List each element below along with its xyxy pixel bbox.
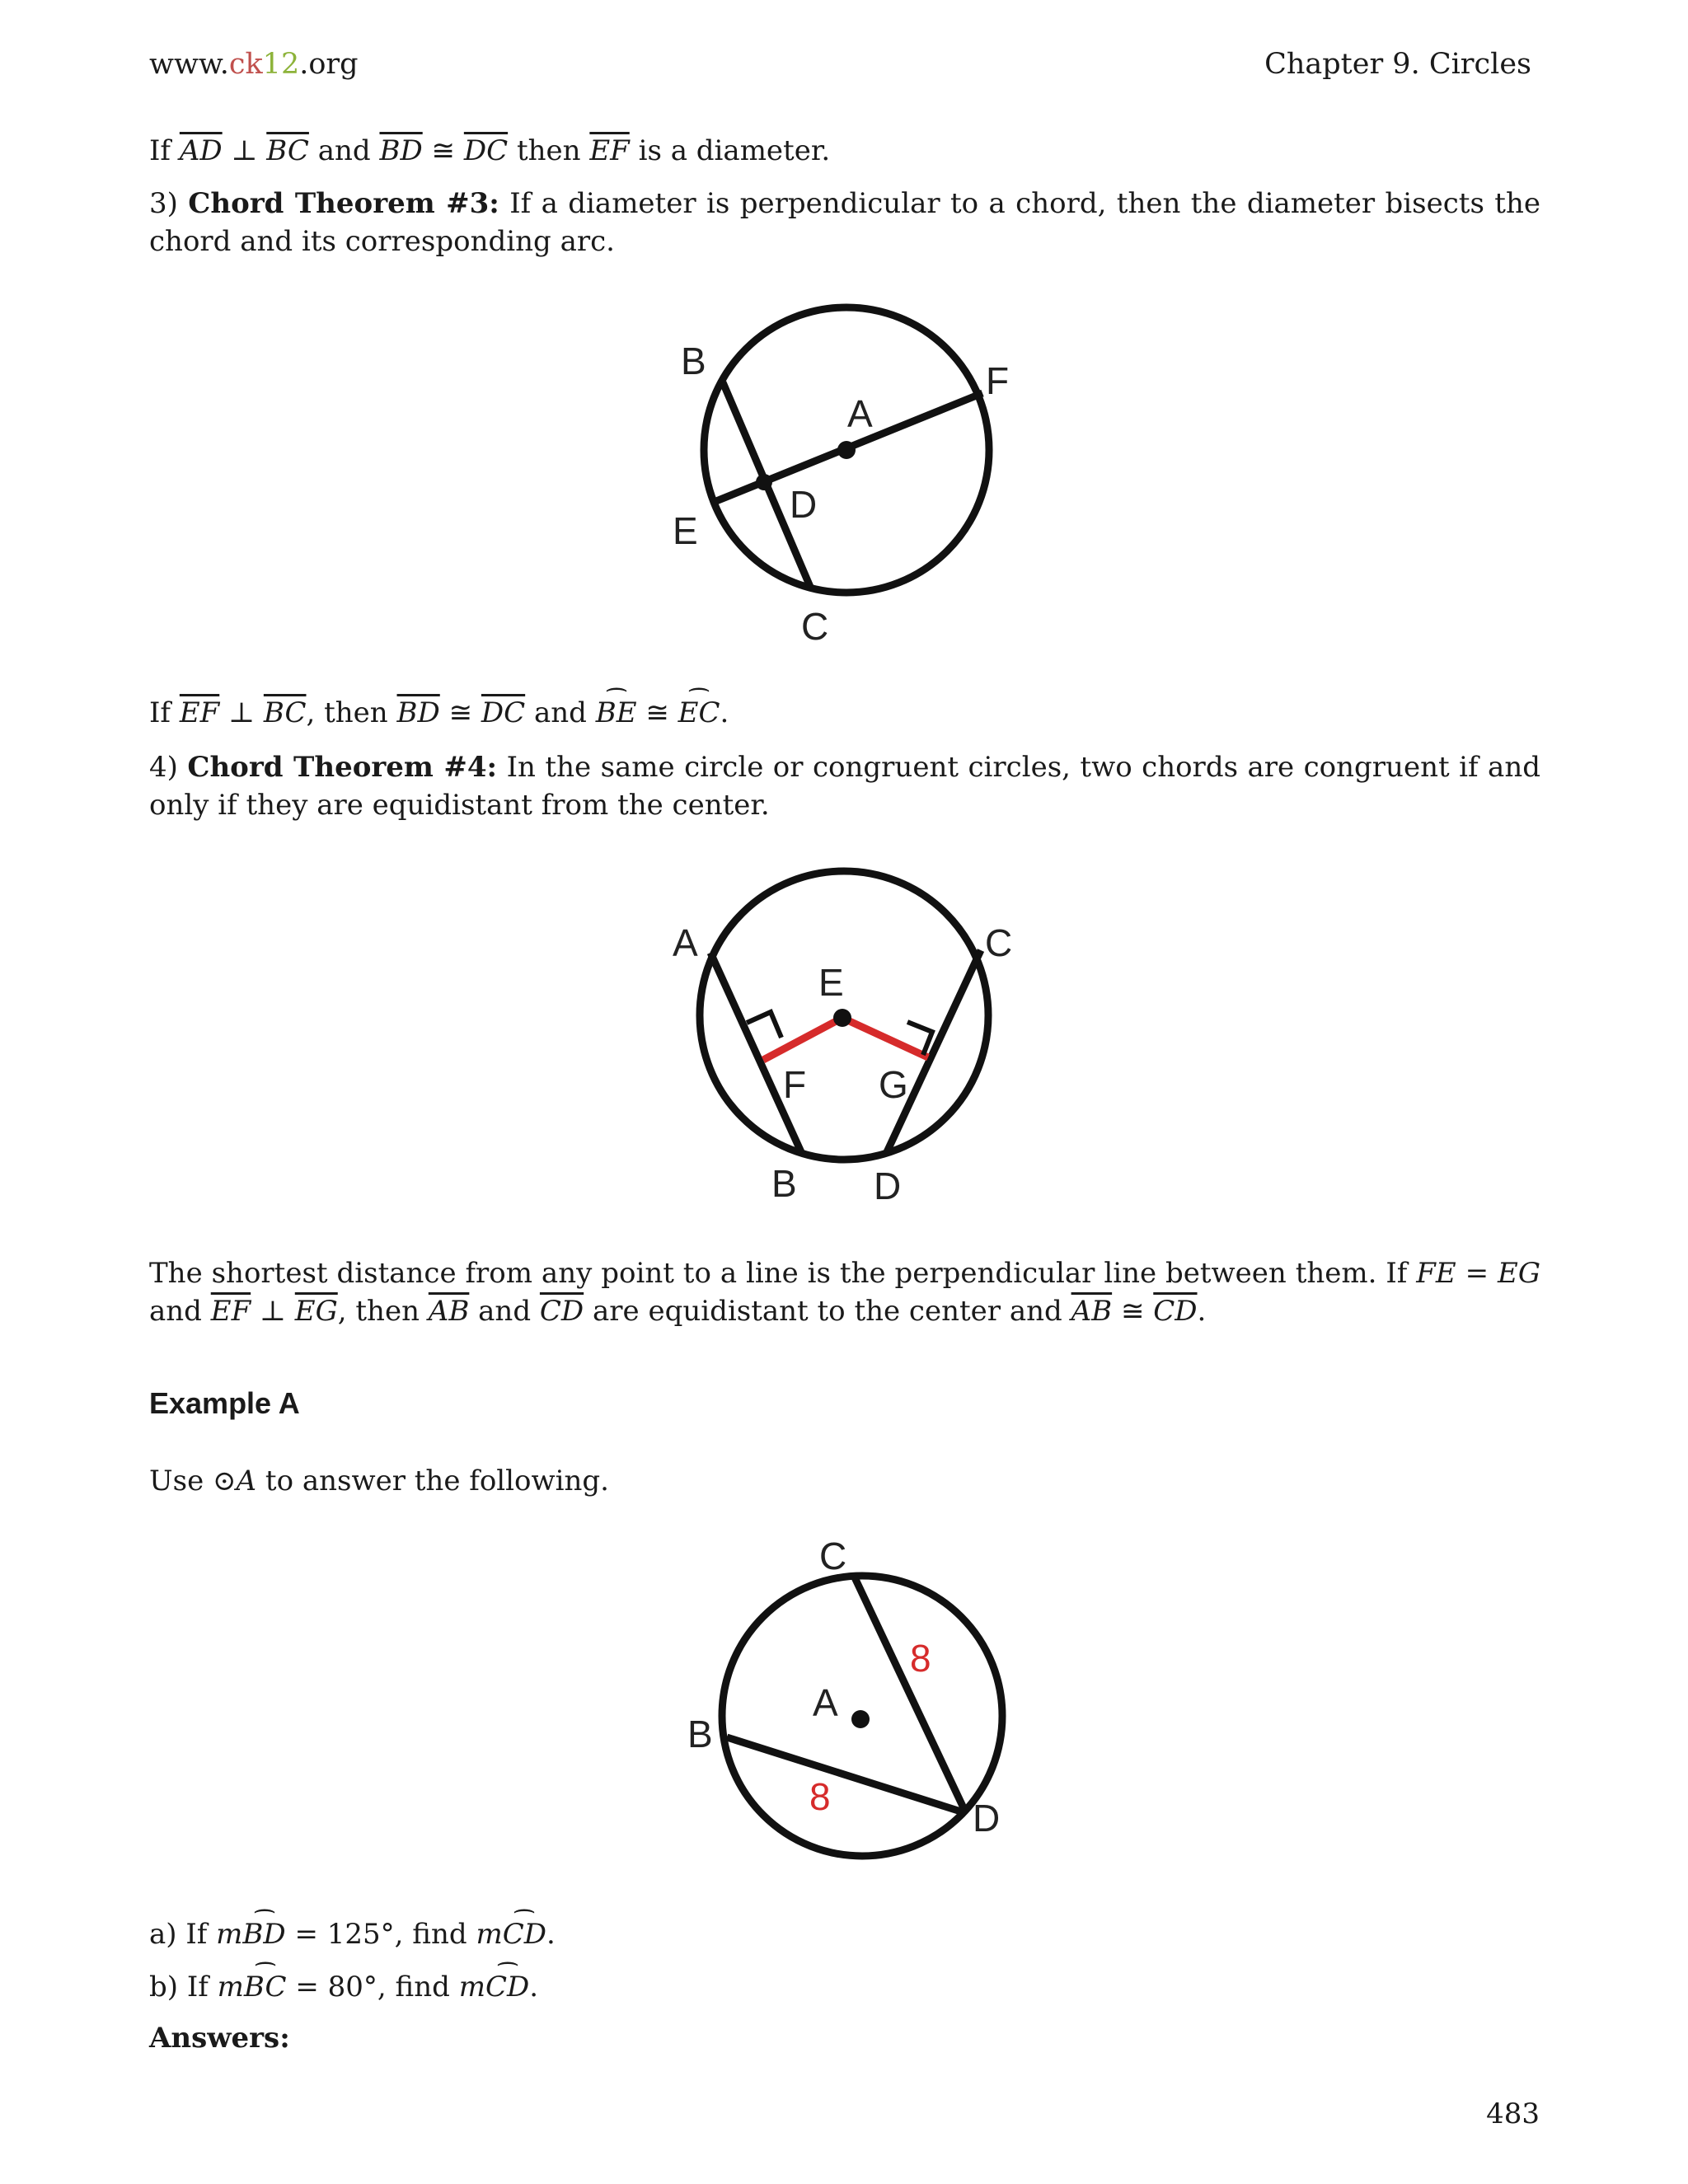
label-B: B: [681, 340, 706, 382]
label-D: D: [973, 1797, 1001, 1840]
statement-chord-theorem-2: If $\overline{AD}$ ⊥ $\overline{BC}$ and $\overline{BD}$ ≅ $\overline{DC}$ then $\overline{EF}$ is a diameter.: [149, 134, 831, 167]
equidistant-explanation: The shortest distance from any point to a line is the perpendicular line between them. If FE = EG and $\overline{EF}$ ⊥ $\overline{EG}$, then $\overline{AB}$ and $\overline{CD}$ are equidistant to the center and $\overline{AB}$ ≅ $\overline{CD}$.: [149, 1257, 1541, 1328]
answers-label: Answers:: [149, 2022, 290, 2055]
label-F: F: [783, 1063, 807, 1106]
figure-chord-theorem-3: [626, 272, 1055, 659]
label-C: C: [819, 1535, 847, 1577]
statement-chord-theorem-3: If $\overline{EF}$ ⊥ $\overline{BC}$, then $\overline{BD}$ ≅ $\overline{DC}$ and ⌢ BE ≅ ⌢ EC.: [149, 694, 1540, 732]
chord-theorem-4: 4) Chord Theorem #4: In the same circle or congruent circles, two chords are congruent if and only if they are equidistant from the center.: [149, 751, 1540, 822]
figure-example-a: [676, 1533, 1022, 1887]
label-A: A: [673, 921, 698, 964]
label-A: A: [847, 392, 873, 435]
question-a: a) If m⌢ BD = 125°, find m⌢ CD.: [149, 1915, 1540, 1953]
chord-theorem-3: 3) Chord Theorem #3: If a diameter is perpendicular to a chord, then the diameter bisects the chord and its corresponding arc.: [149, 187, 1540, 258]
figure-chord-theorem-4: [651, 849, 1047, 1220]
label-D: D: [790, 483, 818, 526]
label-D: D: [874, 1165, 902, 1207]
page-number: 483: [1486, 2097, 1540, 2130]
chord-length-BD: 8: [809, 1775, 831, 1818]
site-url[interactable]: www.ck12.org: [149, 48, 359, 81]
label-C: C: [985, 921, 1013, 964]
label-A: A: [813, 1681, 838, 1724]
label-E: E: [818, 961, 844, 1004]
label-E: E: [673, 509, 698, 552]
label-B: B: [687, 1713, 713, 1755]
chapter-title: Chapter 9. Circles: [1264, 48, 1531, 81]
label-G: G: [879, 1063, 908, 1106]
chord-length-CD: 8: [910, 1637, 931, 1680]
label-B: B: [771, 1162, 797, 1205]
example-heading: Example A: [149, 1386, 300, 1420]
example-instruction: Use ⊙A to answer the following.: [149, 1465, 609, 1497]
question-b: b) If m⌢ BC = 80°, find m⌢ CD.: [149, 1968, 1540, 2006]
label-C: C: [801, 605, 829, 648]
label-F: F: [986, 359, 1010, 402]
